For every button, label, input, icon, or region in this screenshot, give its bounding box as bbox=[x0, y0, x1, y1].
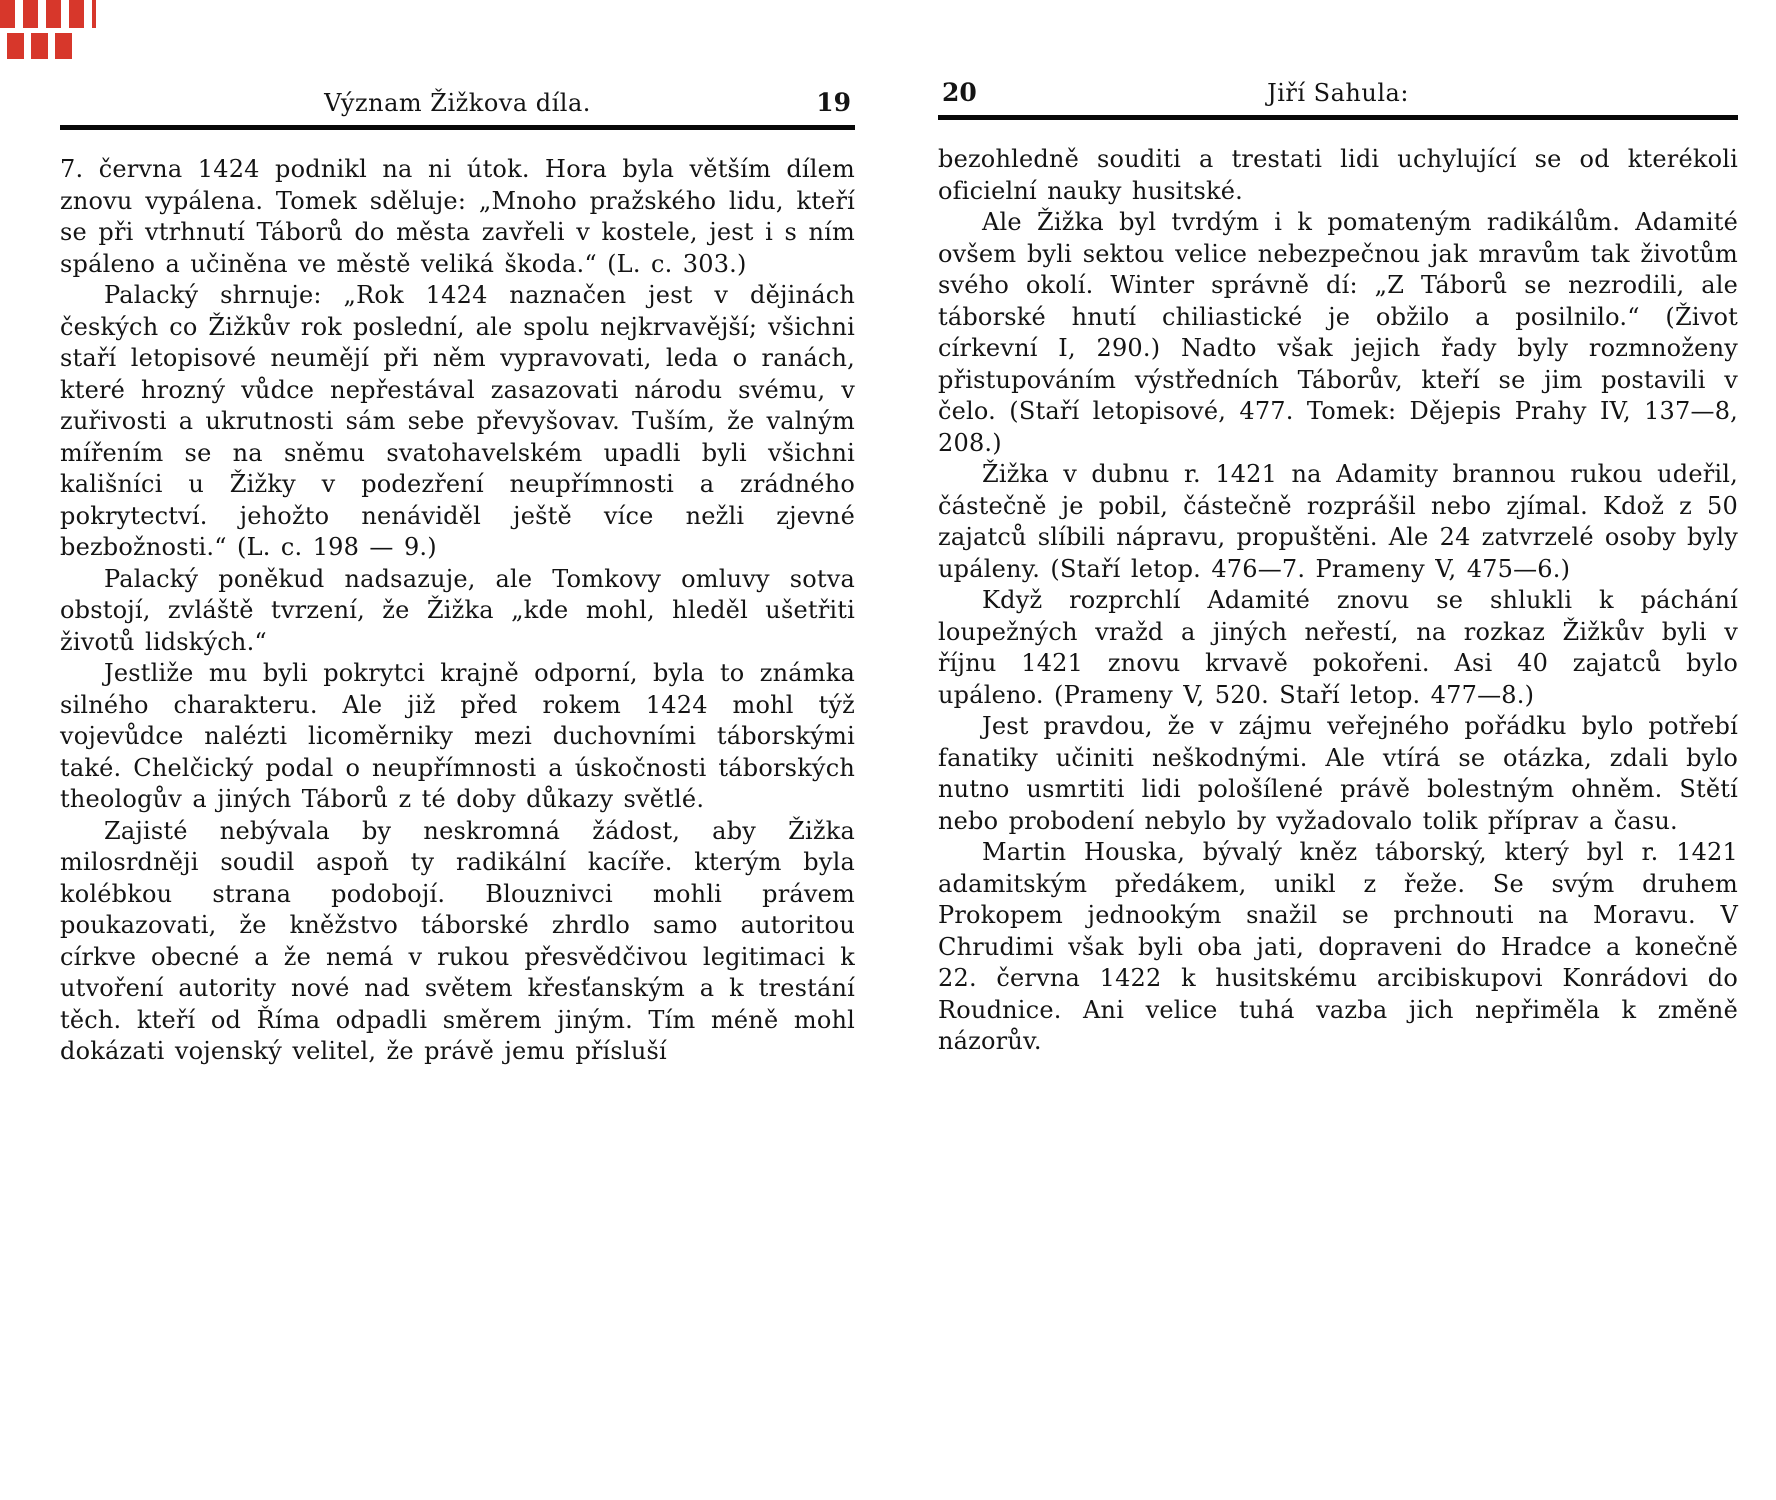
left-page bbox=[60, 88, 855, 1068]
right-page-header bbox=[938, 78, 1738, 108]
paragraph: Když rozprchlí Adamité znovu se shlukli k páchání loupežných vražd a jiných neřestí, na rozkaz Žižkův byli v říjnu 1421 znovu krvavě pokořeni. Asi 40 zajatců bylo upáleno. (Prameny V, 520. Staří letop. 477—8.) bbox=[938, 586, 1738, 709]
right-text-column bbox=[938, 144, 1738, 1058]
paragraph: Žižka v dubnu r. 1421 na Adamity brannou rukou udeřil, částečně je pobil, částečně rozprášil nebo zjímal. Kdož z 50 zajatců slíbili nápravu, propuštěni. Ale 24 zatvrzelé osoby byly upáleny. (Staří letop. 476—7. Prameny V, 475—6.) bbox=[938, 460, 1738, 583]
paragraph: bezohledně souditi a trestati lidi uchylující se od kterékoli oficielní nauky husitské. bbox=[938, 145, 1738, 205]
paragraph: Zajisté nebývala by neskromná žádost, aby Žižka milosrdněji soudil aspoň ty radikální kacíře. kterým byla kolébkou strana podobojí. Blouznivci mohli právem poukazovati, že kněžstvo táborské zhrdlo samo autoritou církve obecné a že nemá v rukou přesvědčivou legitimaci k utvoření autority nové nad světem křesťanským a k trestání těch. kteří od Říma odpadli směrem jiným. Tím méně mohl dokázati vojenský velitel, že právě jemu přísluší bbox=[60, 816, 855, 1065]
scanner-artifact bbox=[0, 0, 96, 64]
paragraph: Martin Houska, bývalý kněz táborský, který byl r. 1421 adamitským předákem, unikl z řeže. Se svým druhem Prokopem jednookým snažil se prchnouti na Moravu. V Chrudimi však byli oba jati, dopraveni do Hradce a konečně 22. června 1422 k husitskému arcibiskupovi Konrádovi do Roudnice. Ani velice tuhá vazba jich nepřiměla k změně názorův. bbox=[938, 838, 1738, 1055]
left-page-title: Význam Žižkova díla. bbox=[324, 89, 591, 117]
paragraph: Palacký poněkud nadsazuje, ale Tomkovy omluvy sotva obstojí, zvláště tvrzení, že Žižka „kde mohl, hleděl ušetřiti životů lidských.“ bbox=[60, 564, 855, 656]
right-page bbox=[938, 78, 1738, 1058]
left-page-header bbox=[60, 88, 855, 118]
scanner-artifact-stripe bbox=[0, 0, 96, 28]
paragraph: Jestliže mu byli pokrytci krajně odporní, byla to známka silného charakteru. Ale již před rokem 1424 mohl týž vojevůdce nalézti licoměrniky mezi duchovními táborskými také. Chelčický podal o neupřímnosti a úskočnosti táborských theologův a jiných Táborů z té doby důkazy světlé. bbox=[60, 659, 855, 813]
left-text-column bbox=[60, 154, 855, 1068]
paragraph: Palacký shrnuje: „Rok 1424 naznačen jest v dějinách českých co Žižkův rok poslední, ale spolu nejkrvavější; všichni staří letopisové neumějí při něm vypravovati, leda o ranách, které hrozný vůdce nepřestával zasazovati národu svému, v zuřivosti a ukrutnosti sám sebe převyšovav. Tuším, že valným mířením se na sněmu svatohavelském upadli byli všichni kališníci u Žižky v podezření neupřímnosti a zrádného pokrytectví. jehožto nenáviděl ještě více nežli zjevné bezbožnosti.“ (L. c. 198 — 9.) bbox=[60, 281, 855, 561]
paragraph: Jest pravdou, že v zájmu veřejného pořádku bylo potřebí fanatiky učiniti neškodnými. Ale vtírá se otázka, zdali bylo nutno usmrtiti lidi pološílené právě bolestným ohněm. Stětí nebo probodení nebylo by vyžadovalo tolik příprav a času. bbox=[938, 712, 1738, 835]
right-page-title: Jiří Sahula: bbox=[1267, 79, 1409, 107]
paragraph: 7. června 1424 podnikl na ni útok. Hora byla větším dílem znovu vypálena. Tomek sděluje: „Mnoho pražského lidu, kteří se při vtrhnutí Táborů do města zavřeli v kostele, jest i s ním spáleno a učiněna ve městě veliká škoda.“ (L. c. 303.) bbox=[60, 155, 855, 278]
left-page-number: 19 bbox=[816, 88, 851, 117]
scanner-artifact-stripe bbox=[0, 33, 77, 59]
right-header-rule bbox=[938, 115, 1738, 120]
right-page-number: 20 bbox=[942, 78, 977, 107]
paragraph: Ale Žižka byl tvrdým i k pomateným radikálům. Adamité ovšem byli sektou velice nebezpečnou jak mravům tak životům svého okolí. Winter správně dí: „Z Táborů se nezrodili, ale táborské hnutí chiliastické je obžilo a posilnilo.“ (Život církevní I, 290.) Nadto však jejich řady byly rozmnoženy přistupováním výstředních Táborův, kteří se jim postavili v čelo. (Staří letopisové, 477. Tomek: Dějepis Prahy IV, 137—8, 208.) bbox=[938, 208, 1738, 457]
left-header-rule bbox=[60, 125, 855, 130]
